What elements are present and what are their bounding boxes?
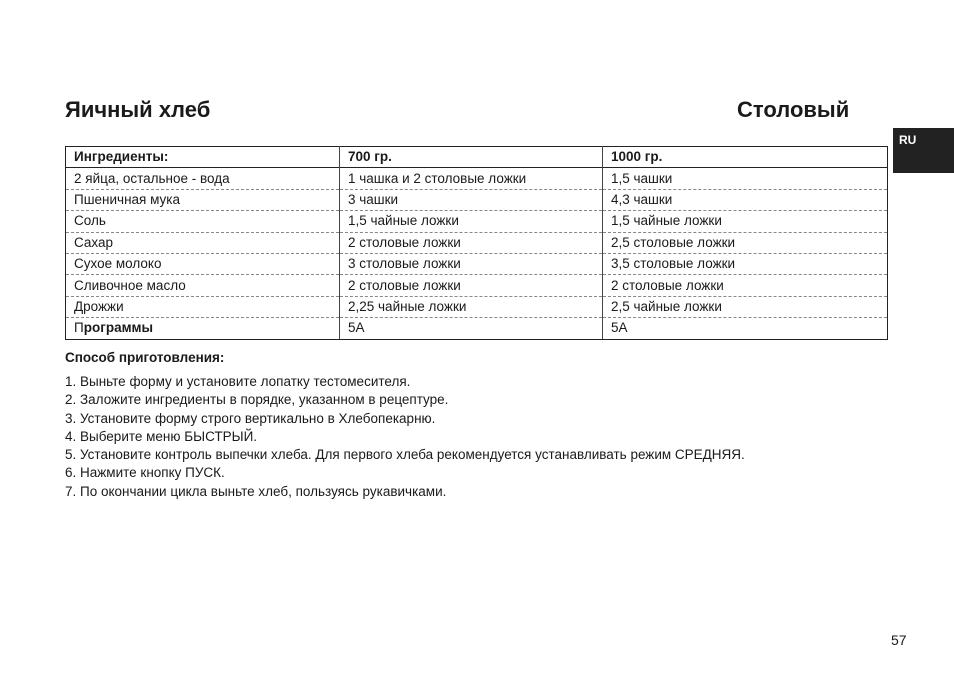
amount-700-cell: 3 чашки	[340, 189, 603, 210]
ingredient-cell: Соль	[66, 211, 340, 232]
amount-700-cell: 2 столовые ложки	[340, 232, 603, 253]
amount-700-cell: 2,25 чайные ложки	[340, 296, 603, 317]
amount-1000-cell: 2,5 столовые ложки	[603, 232, 888, 253]
ingredient-cell: Сухое молоко	[66, 253, 340, 274]
method-step: 4. Выберите меню БЫСТРЫЙ.	[65, 428, 258, 444]
amount-1000-cell: 4,3 чашки	[603, 189, 888, 210]
table-row	[66, 296, 888, 317]
method-step: 3. Установите форму строго вертикально в Хлебопекарню.	[65, 410, 436, 426]
table-row	[66, 168, 888, 189]
ingredient-cell: 2 яйца, остальное - вода	[66, 168, 340, 189]
amount-1000-cell: 1,5 чашки	[603, 168, 888, 189]
table-header-row	[66, 147, 888, 168]
ingredients-table	[65, 146, 888, 340]
method-step: 1. Выньте форму и установите лопатку тестомесителя.	[65, 374, 411, 389]
page-number: 57	[891, 632, 907, 648]
header-cell: 1000 гр.	[603, 147, 888, 168]
ingredient-cell: Сахар	[66, 232, 340, 253]
method-heading: Способ приготовления:	[65, 350, 225, 365]
method-step: 5. Установите контроль выпечки хлеба. Для первого хлеба рекомендуется устанавливать режим СРЕДНЯЯ.	[65, 447, 745, 463]
method-steps-list	[65, 373, 745, 501]
language-tab: RU	[893, 128, 954, 173]
header-cell: Ингредиенты:	[66, 147, 340, 168]
ingredient-cell: Пшеничная мука	[66, 189, 340, 210]
amount-700-cell: 2 столовые ложки	[340, 275, 603, 296]
method-step: 7. По окончании цикла выньте хлеб, пользуясь рукавичками.	[65, 483, 447, 499]
amount-700-cell: 1 чашка и 2 столовые ложки	[340, 168, 603, 189]
header-cell: 700 гр.	[340, 147, 603, 168]
programs-label-first: П	[74, 320, 84, 336]
program-1000-cell: 5А	[603, 318, 888, 339]
amount-1000-cell: 2,5 чайные ложки	[603, 296, 888, 317]
table-row	[66, 211, 888, 232]
table-row	[66, 232, 888, 253]
table-row	[66, 189, 888, 210]
method-step: 2. Заложите ингредиенты в порядке, указанном в рецептуре.	[65, 392, 449, 408]
amount-1000-cell: 3,5 столовые ложки	[603, 253, 888, 274]
ingredient-cell: Дрожжи	[66, 296, 340, 317]
recipe-category-title: Столовый	[737, 97, 850, 122]
recipe-title: Яичный хлеб	[65, 97, 211, 122]
programs-row	[66, 318, 888, 339]
program-700-cell: 5А	[340, 318, 603, 339]
amount-700-cell: 3 столовые ложки	[340, 253, 603, 274]
ingredient-cell: Сливочное масло	[66, 275, 340, 296]
amount-1000-cell: 2 столовые ложки	[603, 275, 888, 296]
method-step: 6. Нажмите кнопку ПУСК.	[65, 465, 225, 481]
programs-label-cell	[66, 318, 340, 339]
amount-1000-cell: 1,5 чайные ложки	[603, 211, 888, 232]
table-row	[66, 275, 888, 296]
table-row	[66, 253, 888, 274]
amount-700-cell: 1,5 чайные ложки	[340, 211, 603, 232]
programs-label-rest: рограммы	[83, 320, 154, 336]
